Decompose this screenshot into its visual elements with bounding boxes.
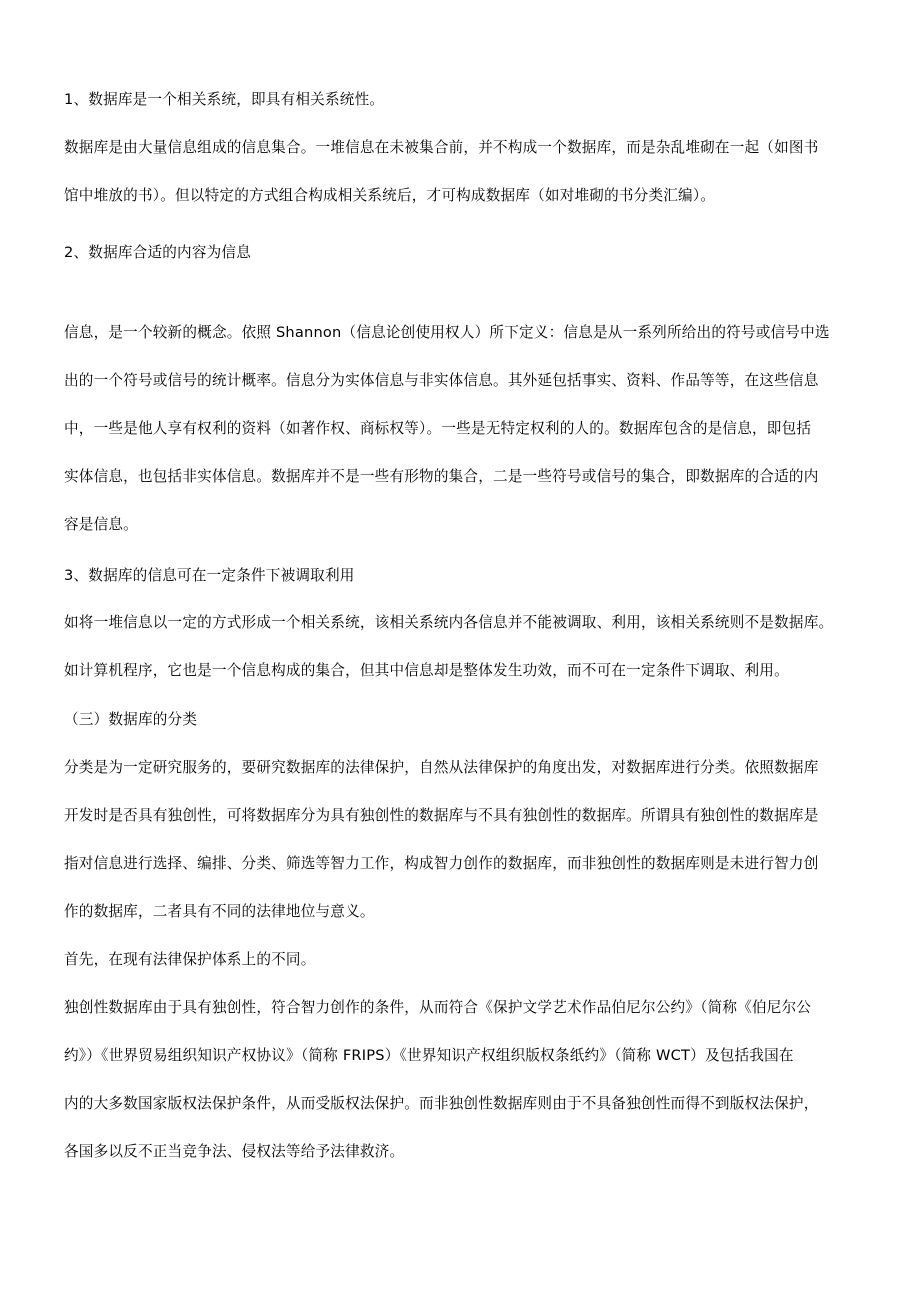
section-heading-1: 1、数据库是一个相关系统，即具有相关系统性。 <box>64 91 385 108</box>
paragraph-line: 如将一堆信息以一定的方式形成一个相关系统，该相关系统内各信息并不能被调取、利用，该相关系统则不是数据库。 <box>64 614 834 631</box>
paragraph-line: 出的一个符号或信号的统计概率。信息分为实体信息与非实体信息。其外延包括事实、资料、作品等等，在这些信息 <box>64 372 819 389</box>
paragraph-line: 作的数据库，二者具有不同的法律地位与意义。 <box>64 903 375 920</box>
paragraph-line: 信息，是一个较新的概念。依照 Shannon（信息论创使用权人）所下定义：信息是从一系列所给出的符号或信号中选 <box>64 324 830 341</box>
paragraph-line: 约》）《世界贸易组织知识产权协议》（简称 FRIPS）《世界知识产权组织版权条纸约》（简称 WCT）及包括我国在 <box>64 1047 794 1064</box>
paragraph-line: 首先，在现有法律保护体系上的不同。 <box>64 951 316 968</box>
paragraph-line: 内的大多数国家版权法保护条件，从而受版权法保护。而非独创性数据库则由于不具备独创性而得不到版权法保护， <box>64 1095 819 1112</box>
section-heading-3: 3、数据库的信息可在一定条件下被调取利用 <box>64 567 355 584</box>
paragraph-line: 馆中堆放的书）。但以特定的方式组合构成相关系统后，才可构成数据库（如对堆砌的书分类汇编）。 <box>64 187 716 204</box>
paragraph-line: 数据库是由大量信息组成的信息集合。一堆信息在未被集合前，并不构成一个数据库，而是杂乱堆砌在一起（如图书 <box>64 139 819 156</box>
paragraph-line: 分类是为一定研究服务的，要研究数据库的法律保护，自然从法律保护的角度出发，对数据库进行分类。依照数据库 <box>64 759 819 776</box>
paragraph-line: 容是信息。 <box>64 516 138 533</box>
section-heading-classification: （三）数据库的分类 <box>64 711 198 728</box>
section-heading-2: 2、数据库合适的内容为信息 <box>64 244 252 261</box>
paragraph-line: 独创性数据库由于具有独创性，符合智力创作的条件，从而符合《保护文学艺术作品伯尼尔公约》（简称《伯尼尔公 <box>64 999 812 1016</box>
paragraph-line: 中，一些是他人享有权利的资料（如著作权、商标权等）。一些是无特定权利的人的。数据库包含的是信息，即包括 <box>64 420 812 437</box>
paragraph-line: 指对信息进行选择、编排、分类、筛选等智力工作，构成智力创作的数据库，而非独创性的数据库则是未进行智力创 <box>64 855 819 872</box>
paragraph-line: 实体信息，也包括非实体信息。数据库并不是一些有形物的集合，二是一些符号或信号的集合，即数据库的合适的内 <box>64 468 819 485</box>
paragraph-line: 开发时是否具有独创性，可将数据库分为具有独创性的数据库与不具有独创性的数据库。所谓具有独创性的数据库是 <box>64 807 819 824</box>
paragraph-line: 各国多以反不正当竞争法、侵权法等给予法律救济。 <box>64 1143 405 1160</box>
paragraph-line: 如计算机程序，它也是一个信息构成的集合，但其中信息却是整体发生功效，而不可在一定条件下调取、利用。 <box>64 662 789 679</box>
